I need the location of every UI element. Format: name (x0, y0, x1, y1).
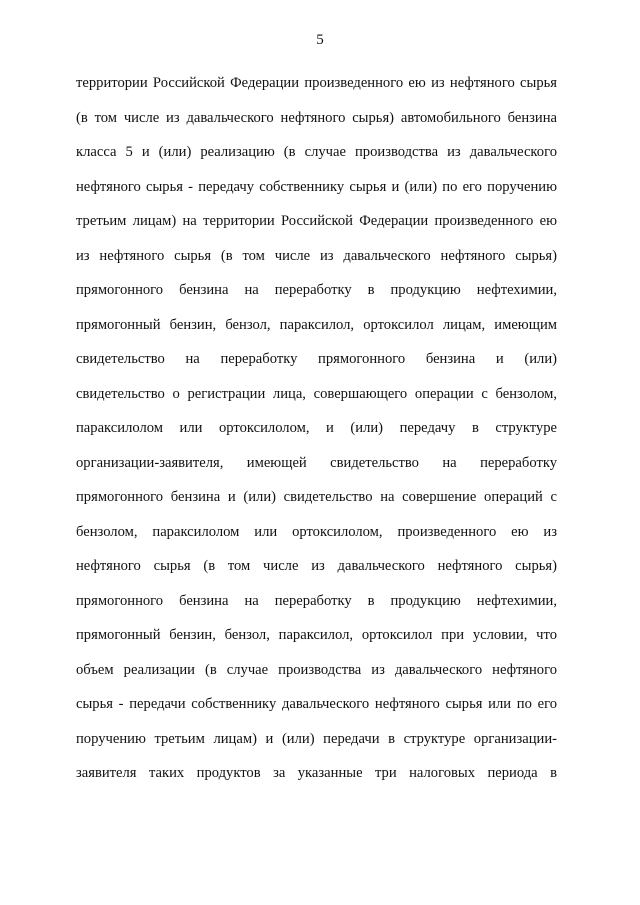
text-line: нефтяного сырья - передачу собственнику сырья и (или) по его поручению (76, 178, 557, 195)
text-line: (в том числе из давальческого нефтяного сырья) автомобильного бензина (76, 109, 557, 126)
document-body (76, 66, 557, 791)
text-line: параксилолом или ортоксилолом, и (или) передачу в структуре (76, 420, 557, 436)
text-line: третьим лицам) на территории Российской Федерации произведенного ею (76, 213, 557, 229)
text-line: поручению третьим лицам) и (или) передачи в структуре организации- (76, 730, 557, 747)
text-line: из нефтяного сырья (в том числе из давальческого нефтяного сырья) (76, 247, 557, 264)
text-line: организации-заявителя, имеющей свидетельство на переработку (76, 454, 557, 471)
text-line: бензолом, параксилолом или ортоксилолом, произведенного ею из (76, 523, 557, 540)
text-line: заявителя таких продуктов за указанные три налоговых периода в (76, 765, 557, 781)
text-line: сырья - передачи собственнику давальческого нефтяного сырья или по его (76, 696, 557, 712)
text-line: свидетельство на переработку прямогонного бензина и (или) (76, 351, 557, 367)
text-line: прямогонный бензин, бензол, параксилол, ортоксилол лицам, имеющим (76, 316, 557, 333)
page-number: 5 (316, 32, 324, 48)
text-line: прямогонного бензина на переработку в продукцию нефтехимии, (76, 592, 557, 609)
text-line: объем реализации (в случае производства из давальческого нефтяного (76, 661, 557, 678)
text-line: территории Российской Федерации произведенного ею из нефтяного сырья (76, 75, 557, 91)
text-line: нефтяного сырья (в том числе из давальческого нефтяного сырья) (76, 558, 557, 574)
text-line: прямогонного бензина и (или) свидетельство на совершение операций с (76, 489, 557, 505)
text-line: прямогонный бензин, бензол, параксилол, ортоксилол при условии, что (76, 627, 557, 643)
text-line: класса 5 и (или) реализацию (в случае производства из давальческого (76, 144, 557, 160)
text-line: прямогонного бензина на переработку в продукцию нефтехимии, (76, 282, 557, 298)
text-line: свидетельство о регистрации лица, совершающего операции с бензолом, (76, 385, 557, 402)
